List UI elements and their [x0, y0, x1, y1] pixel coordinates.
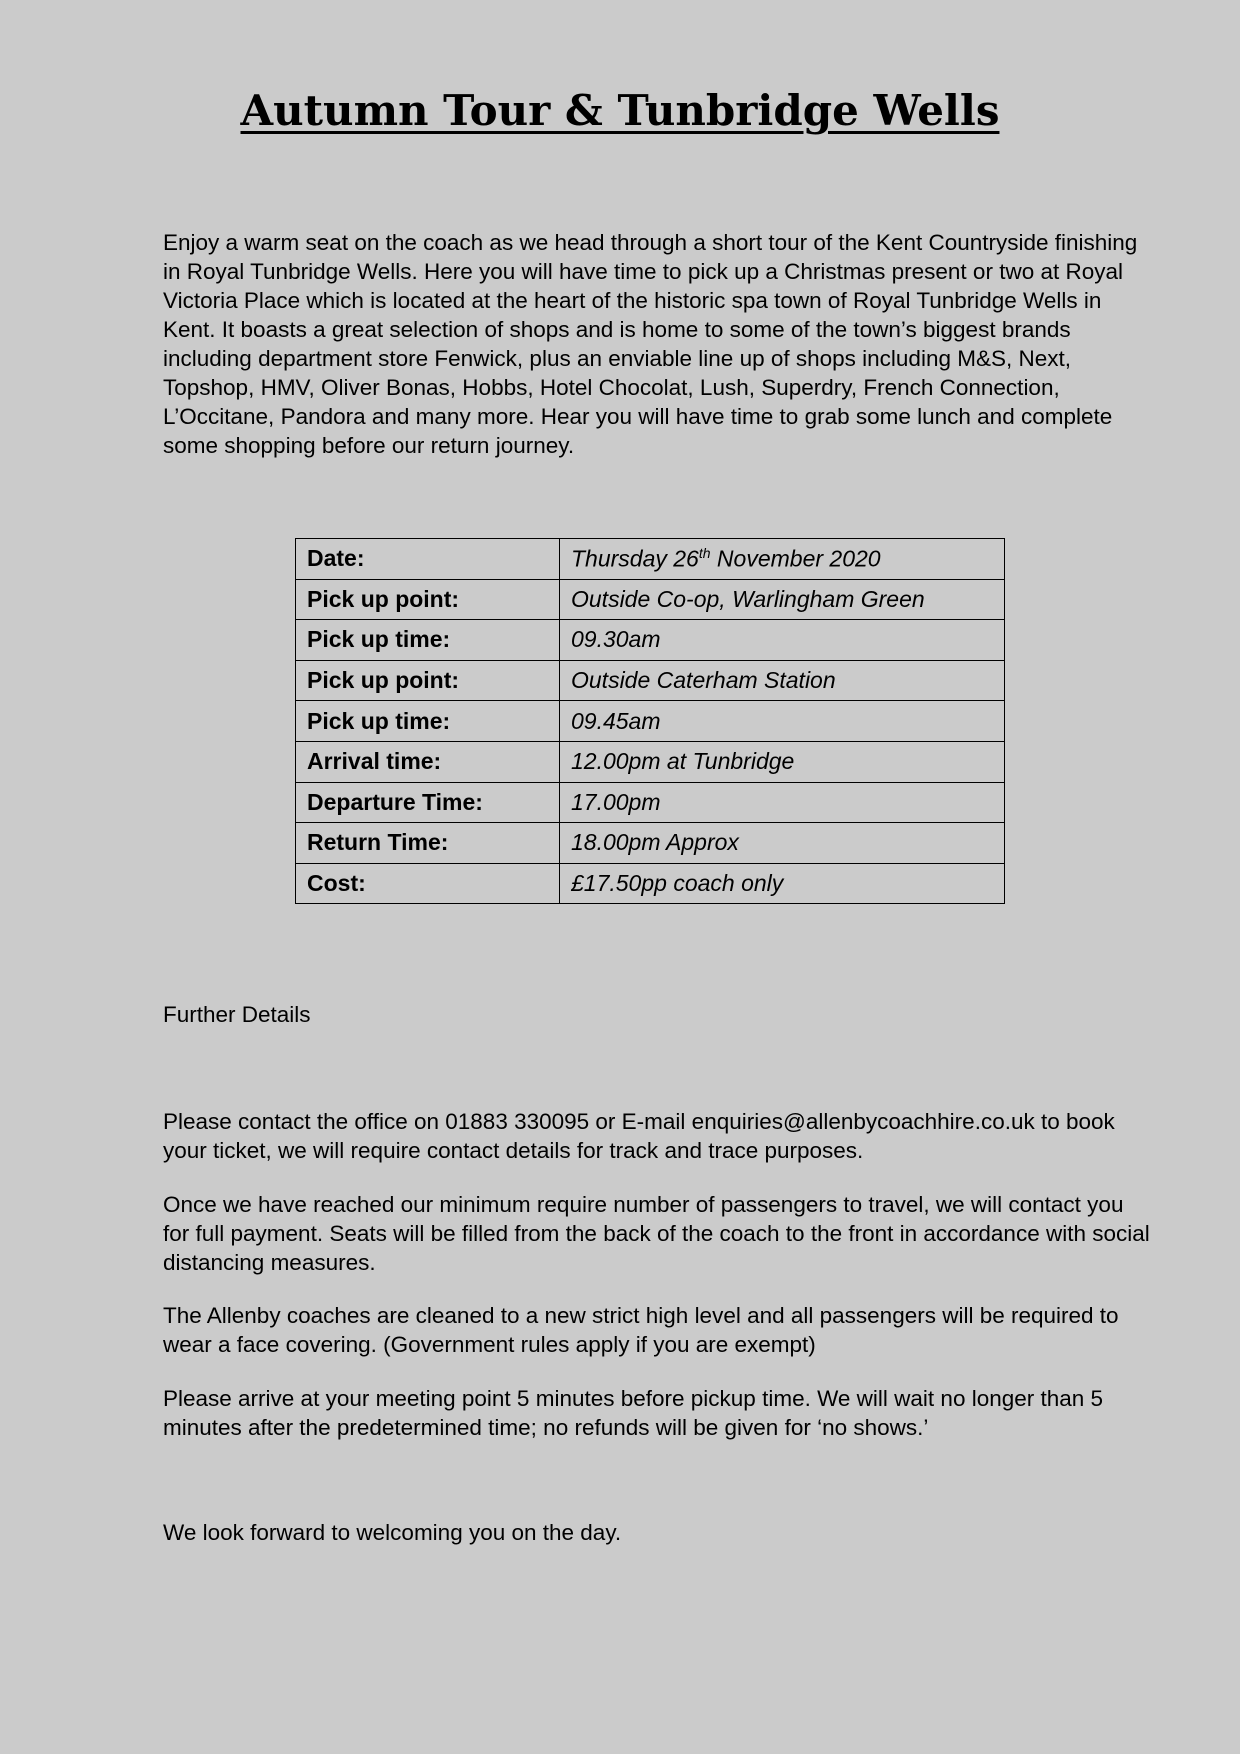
arrival-time-value: 12.00pm at Tunbridge: [560, 741, 1005, 782]
further-details-heading: Further Details: [163, 1002, 311, 1027]
pickup-point-1-label: Pick up point:: [296, 579, 560, 620]
table-row: [296, 701, 1005, 742]
date-label: Date:: [296, 539, 560, 580]
closing-line: We look forward to welcoming you on the day.: [163, 1520, 622, 1545]
table-row: [296, 823, 1005, 864]
pickup-point-2-value: Outside Caterham Station: [560, 660, 1005, 701]
table-row: [296, 741, 1005, 782]
pickup-time-1-value: 09.30am: [560, 620, 1005, 661]
pickup-time-2-label: Pick up time:: [296, 701, 560, 742]
page-title-text: Autumn Tour & Tunbridge Wells: [240, 86, 1000, 135]
date-value: [560, 539, 1005, 580]
pickup-point-2-label: Pick up point:: [296, 660, 560, 701]
table-row: [296, 782, 1005, 823]
cost-label: Cost:: [296, 863, 560, 904]
payment-paragraph: Once we have reached our minimum require number of passengers to travel, we will contact you for full payment. Seats will be filled from the back of the coach to the front in accordance with social distancing measures.: [163, 1192, 1150, 1275]
page-title: [0, 86, 1240, 135]
cleaning-paragraph: The Allenby coaches are cleaned to a new strict high level and all passengers will be required to wear a face covering. (Government rules apply if you are exempt): [163, 1303, 1119, 1357]
table-row: [296, 579, 1005, 620]
pickup-time-2-value: 09.45am: [560, 701, 1005, 742]
date-value-suffix: th: [698, 544, 711, 561]
return-time-value: 18.00pm Approx: [560, 823, 1005, 864]
departure-time-label: Departure Time:: [296, 782, 560, 823]
table-row: [296, 660, 1005, 701]
table-row: [296, 620, 1005, 661]
intro-paragraph: Enjoy a warm seat on the coach as we head through a short tour of the Kent Countryside finishing in Royal Tunbridge Wells. Here you will have time to pick up a Christmas present or two at Royal Victoria Place which is located at the heart of the historic spa town of Royal Tunbridge Wells in Kent. It boasts a great selection of shops and is home to some of the town’s biggest brands including department store Fenwick, plus an enviable line up of shops including M&S, Next, Topshop, HMV, Oliver Bonas, Hobbs, Hotel Chocolat, Lush, Superdry, French Connection, L’Occitane, Pandora and many more. Hear you will have time to grab some lunch and complete some shopping before our return journey.: [163, 230, 1138, 458]
departure-time-value: 17.00pm: [560, 782, 1005, 823]
cost-value: £17.50pp coach only: [560, 863, 1005, 904]
date-value-day: Thursday 26: [571, 545, 699, 572]
date-value-month-year: November 2020: [710, 545, 881, 572]
return-time-label: Return Time:: [296, 823, 560, 864]
arrival-time-label: Arrival time:: [296, 741, 560, 782]
tour-details-table: [295, 538, 1005, 904]
table-row: [296, 863, 1005, 904]
pickup-point-1-value: Outside Co-op, Warlingham Green: [560, 579, 1005, 620]
arrival-paragraph: Please arrive at your meeting point 5 minutes before pickup time. We will wait no longer than 5 minutes after the predetermined time; no refunds will be given for ‘no shows.’: [163, 1386, 1104, 1440]
table-row: [296, 539, 1005, 580]
pickup-time-1-label: Pick up time:: [296, 620, 560, 661]
contact-paragraph: Please contact the office on 01883 330095 or E-mail enquiries@allenbycoachhire.co.uk to book your ticket, we will require contact details for track and trace purposes.: [163, 1109, 1115, 1163]
